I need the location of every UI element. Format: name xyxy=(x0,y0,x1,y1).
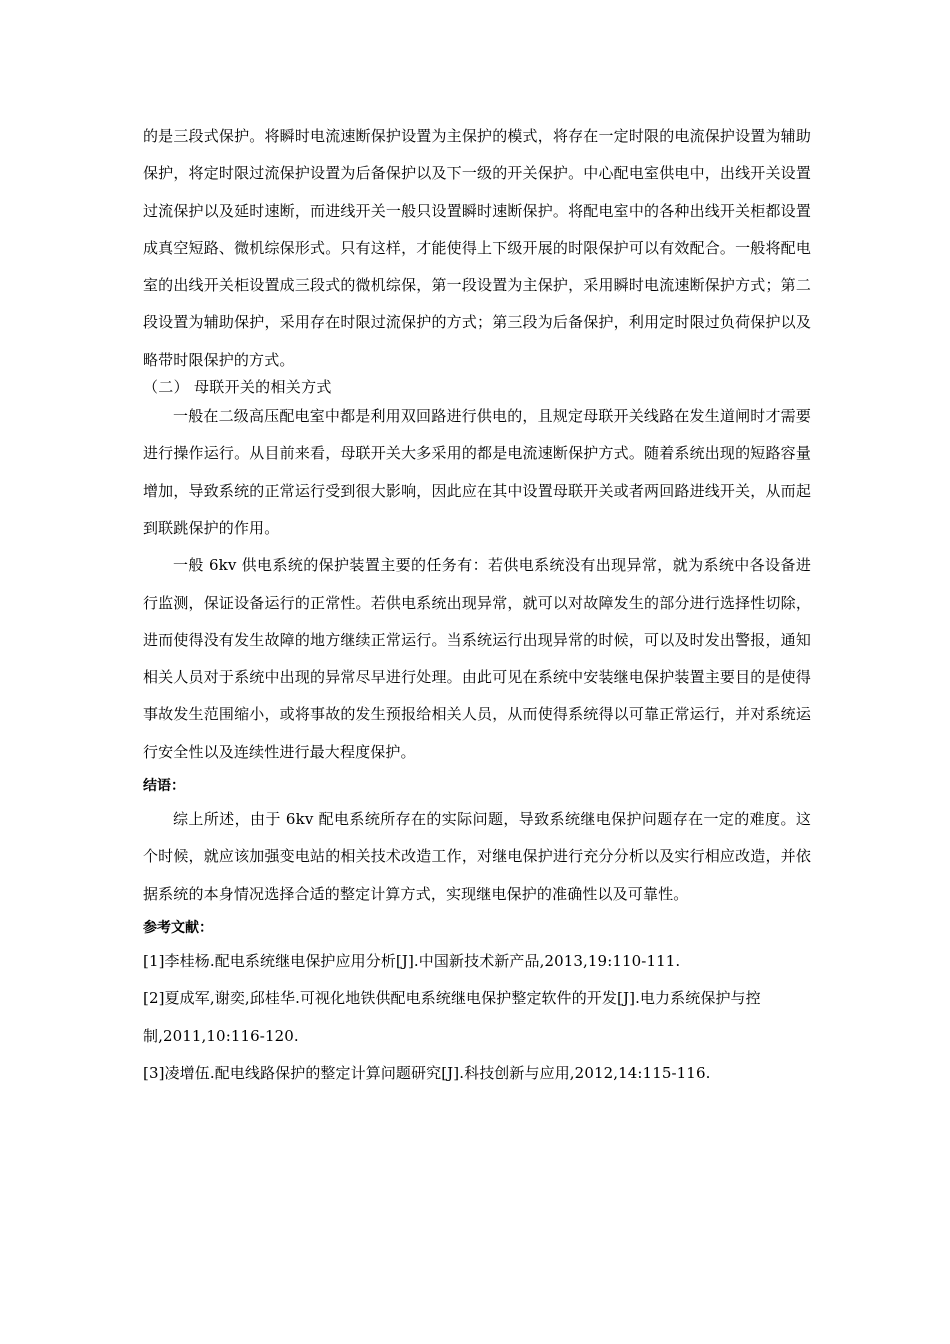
conclusion-heading: 结语： xyxy=(143,778,185,795)
references-heading: 参考文献： xyxy=(143,919,213,936)
section-subheading-bus-tie: （二） 母联开关的相关方式 xyxy=(143,378,332,397)
body-paragraph-conclusion: 综上所述，由于 6kv 配电系统所存在的实际问题，导致系统继电保护问题存在一定的难度。这个时候，就应该加强变电站的相关技术改造工作，对继电保护进行充分分析以及实行相应改造，并依据系统的本身情况选择合适的整定计算方式，实现继电保护的准确性以及可靠性。 xyxy=(143,810,811,903)
body-paragraph-protection-modes: 的是三段式保护。将瞬时电流速断保护设置为主保护的模式，将存在一定时限的电流保护设置为辅助保护，将定时限过流保护设置为后备保护以及下一级的开关保护。中心配电室供电中，出线开关设置过流保护以及延时速断，而进线开关一般只设置瞬时速断保护。将配电室中的各种出线开关柜都设置成真空短路、微机综保形式。只有这样，才能使得上下级开展的时限保护可以有效配合。一般将配电室的出线开关柜设置成三段式的微机综保，第一段设置为主保护，采用瞬时电流速断保护方式；第二段设置为辅助保护，采用存在时限过流保护的方式；第三段为后备保护，利用定时限过负荷保护以及略带时限保护的方式。 xyxy=(143,127,811,369)
body-paragraph-bus-tie: 一般在二级高压配电室中都是利用双回路进行供电的，且规定母联开关线路在发生道闸时才需要进行操作运行。从目前来看，母联开关大多采用的都是电流速断保护方式。随着系统出现的短路容量增加，导致系统的正常运行受到很大影响，因此应在其中设置母联开关或者两回路进线开关，从而起到联跳保护的作用。 xyxy=(143,407,811,537)
reference-item: [2]夏成军,谢奕,邱桂华.可视化地铁供配电系统继电保护整定软件的开发[J].电力系统保护与控制,2011,10:116-120. xyxy=(143,989,761,1045)
reference-list xyxy=(143,943,811,1092)
reference-item: [1]李桂杨.配电系统继电保护应用分析[J].中国新技术新产品,2013,19:110-111. xyxy=(143,951,681,970)
body-paragraph-6kv-tasks: 一般 6kv 供电系统的保护装置主要的任务有：若供电系统没有出现异常，就为系统中各设备进行监测，保证设备运行的正常性。若供电系统出现异常，就可以对故障发生的部分进行选择性切除，进而使得没有发生故障的地方继续正常运行。当系统运行出现异常的时候，可以及时发出警报，通知相关人员对于系统中出现的异常尽早进行处理。由此可见在系统中安装继电保护装置主要目的是使得事故发生范围缩小，或将事故的发生预报给相关人员，从而使得系统得以可靠正常运行，并对系统运行安全性以及连续性进行最大程度保护。 xyxy=(143,556,811,761)
reference-item: [3]凌增伍.配电线路保护的整定计算问题研究[J].科技创新与应用,2012,14:115-116. xyxy=(143,1063,711,1082)
document-page xyxy=(143,118,811,1092)
